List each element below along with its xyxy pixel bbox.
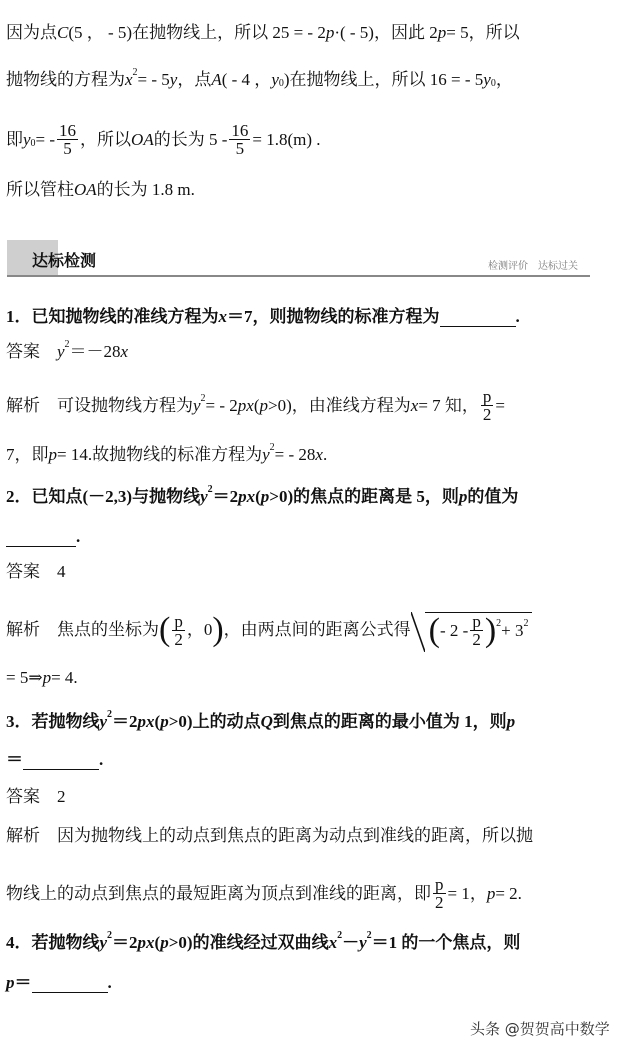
fraction-numerator: p bbox=[435, 875, 444, 894]
text-line bbox=[6, 178, 195, 202]
math-variable: p bbox=[6, 973, 15, 992]
text-run: ( bbox=[154, 712, 161, 731]
text-run: = 14.故抛物线的标准方程为 bbox=[57, 445, 263, 464]
superscript: 2 bbox=[200, 392, 206, 404]
text-run: 即 bbox=[6, 129, 23, 149]
text-run: ( bbox=[253, 395, 260, 415]
text-run: ＝2 bbox=[212, 487, 239, 506]
subscript: 0 bbox=[30, 137, 36, 149]
fraction-numerator: p bbox=[174, 611, 183, 631]
subscript: 0 bbox=[278, 78, 284, 89]
fraction-denominator: 2 bbox=[472, 630, 481, 649]
text-run: . bbox=[76, 527, 81, 546]
text-run: 的值为 bbox=[467, 487, 519, 506]
text-run: . bbox=[515, 307, 520, 326]
math-variable: OA bbox=[74, 180, 97, 199]
math-variable: p bbox=[160, 933, 169, 952]
math-variable: y bbox=[99, 933, 108, 952]
text-run: 4．若抛物线 bbox=[6, 933, 100, 952]
text-run: ，所以 bbox=[80, 129, 132, 149]
text-run: ·( - 5)，因此 2 bbox=[334, 23, 438, 42]
superscript: 2 bbox=[269, 442, 275, 453]
answer-blank bbox=[6, 528, 76, 547]
text-line bbox=[6, 485, 518, 509]
text-run: )在抛物线上，所以 16 = - 5 bbox=[283, 70, 484, 89]
text-line bbox=[6, 525, 80, 549]
math-variable: y bbox=[483, 70, 491, 89]
text-line bbox=[6, 971, 112, 995]
text-run: 答案 4 bbox=[6, 562, 66, 581]
math-variable: p bbox=[437, 23, 447, 42]
text-run: >0)上的动点 bbox=[168, 712, 261, 731]
math-variable: px bbox=[238, 487, 256, 506]
superscript: 2 bbox=[64, 339, 70, 350]
math-variable: y bbox=[193, 395, 201, 415]
text-run: = bbox=[495, 395, 505, 415]
text-run: 解析 可设抛物线方程为 bbox=[6, 395, 193, 415]
text-line bbox=[6, 785, 66, 809]
math-variable: C bbox=[57, 23, 69, 42]
text-line bbox=[6, 443, 327, 467]
math-variable: p bbox=[486, 883, 496, 903]
superscript: 2 bbox=[366, 930, 372, 941]
text-line bbox=[6, 666, 78, 690]
answer-blank bbox=[440, 308, 516, 327]
math-variable: y bbox=[262, 445, 270, 464]
text-run: = - 2 bbox=[205, 395, 238, 415]
text-run: = 2. bbox=[495, 883, 522, 903]
math-variable: px bbox=[237, 395, 254, 415]
text-line bbox=[6, 305, 520, 329]
square-root bbox=[425, 612, 533, 648]
math-variable: px bbox=[137, 712, 155, 731]
fraction-denominator: 5 bbox=[63, 139, 72, 158]
fraction bbox=[172, 613, 185, 648]
fraction bbox=[470, 613, 483, 648]
text-run: >0)的焦点的距离是 5，则 bbox=[269, 487, 459, 506]
section-header bbox=[7, 240, 590, 277]
fraction bbox=[57, 122, 78, 157]
text-run: 所以管柱 bbox=[6, 180, 74, 199]
math-variable: y bbox=[99, 712, 108, 731]
math-variable: x bbox=[120, 342, 129, 361]
text-run: . bbox=[99, 750, 104, 769]
text-run: ， bbox=[495, 70, 513, 89]
text-run: 到焦点的距离的最小值为 1，则 bbox=[272, 712, 507, 731]
text-line bbox=[6, 710, 515, 734]
superscript: 2 bbox=[496, 617, 502, 629]
text-run: ，0 bbox=[186, 620, 213, 639]
superscript: 2 bbox=[132, 67, 138, 78]
text-run: 抛物线的方程为 bbox=[6, 70, 125, 89]
subscript: 0 bbox=[490, 78, 496, 89]
superscript: 2 bbox=[107, 709, 113, 720]
fraction-denominator: 5 bbox=[235, 139, 245, 158]
text-run: 的长为 5 - bbox=[153, 129, 228, 149]
text-line bbox=[6, 824, 533, 848]
math-variable: p bbox=[506, 712, 516, 731]
parenthesis: ( bbox=[428, 611, 440, 649]
math-variable: OA bbox=[131, 129, 154, 149]
section-subtitle: 检测评价 达标过关 bbox=[488, 261, 578, 272]
answer-blank bbox=[23, 751, 99, 770]
text-run: ＝2 bbox=[112, 933, 138, 952]
text-line bbox=[6, 748, 103, 772]
text-run: 因为点 bbox=[6, 23, 57, 42]
text-run: >0)的准线经过双曲线 bbox=[168, 933, 329, 952]
math-variable: y bbox=[23, 129, 31, 149]
text-run: = - bbox=[35, 129, 56, 149]
math-variable: x bbox=[218, 307, 227, 326]
math-variable: y bbox=[359, 933, 367, 952]
math-variable: y bbox=[169, 70, 178, 89]
text-run: 2．已知点(－2,3)与抛物线 bbox=[6, 487, 201, 506]
watermark: 头条 @贺贺高中数学 bbox=[470, 1020, 610, 1038]
math-variable: y bbox=[200, 487, 208, 506]
text-run: ( bbox=[255, 487, 261, 506]
text-run: = - 28 bbox=[274, 445, 316, 464]
math-variable: Q bbox=[260, 712, 273, 731]
math-variable: p bbox=[458, 487, 468, 506]
text-line bbox=[6, 122, 321, 157]
text-line bbox=[6, 876, 522, 911]
math-variable: x bbox=[410, 395, 419, 415]
fraction-numerator: p bbox=[472, 612, 481, 631]
fraction bbox=[229, 122, 250, 157]
text-run: ＝ bbox=[6, 750, 23, 769]
text-run: ＝ bbox=[14, 973, 32, 992]
text-line bbox=[6, 931, 520, 955]
answer-blank bbox=[32, 974, 108, 993]
fraction-denominator: 2 bbox=[174, 629, 183, 649]
math-variable: p bbox=[48, 445, 57, 464]
text-run: － bbox=[342, 933, 360, 952]
text-run: 3．若抛物线 bbox=[6, 712, 100, 731]
fraction-denominator: 2 bbox=[435, 893, 444, 912]
text-line bbox=[6, 560, 66, 584]
math-variable: p bbox=[160, 712, 169, 731]
text-run: + 3 bbox=[501, 620, 524, 640]
text-run: 的长为 1.8 m. bbox=[96, 180, 195, 199]
text-run: 物线上的动点到焦点的最短距离为顶点到准线的距离，即 bbox=[6, 883, 431, 903]
text-run: = 5，所以 bbox=[446, 23, 520, 42]
text-run: = 4. bbox=[51, 668, 78, 687]
fraction bbox=[481, 388, 494, 423]
parenthesis: ) bbox=[484, 611, 497, 649]
text-line bbox=[6, 612, 532, 648]
text-line bbox=[6, 68, 513, 92]
math-variable: x bbox=[315, 445, 323, 464]
text-run: 答案 2 bbox=[6, 787, 66, 806]
fraction bbox=[433, 876, 446, 911]
math-variable: p bbox=[325, 23, 335, 42]
math-variable: px bbox=[137, 933, 155, 952]
text-run: 1．已知抛物线的准线方程为 bbox=[6, 307, 219, 326]
text-run: = 5⇒ bbox=[6, 668, 43, 687]
math-variable: A bbox=[211, 70, 222, 89]
math-variable: y bbox=[57, 342, 65, 361]
text-run: - 2 - bbox=[439, 620, 469, 640]
superscript: 2 bbox=[523, 617, 529, 629]
math-variable: y bbox=[271, 70, 279, 89]
parenthesis: ) bbox=[212, 611, 224, 648]
text-run: ＝1 的一个焦点，则 bbox=[371, 933, 521, 952]
superscript: 2 bbox=[207, 484, 213, 495]
text-run: 7，即 bbox=[6, 445, 49, 464]
math-variable: x bbox=[125, 70, 133, 89]
superscript: 2 bbox=[337, 930, 343, 941]
text-run: = - 5 bbox=[137, 70, 170, 89]
fraction-numerator: 16 bbox=[231, 121, 249, 140]
fraction-numerator: p bbox=[482, 387, 492, 406]
text-run: ＝－28 bbox=[69, 342, 121, 361]
text-line bbox=[6, 388, 505, 423]
text-run: ，点 bbox=[177, 70, 212, 89]
text-run: (5 ， - 5)在抛物线上，所以 25 = - 2 bbox=[68, 23, 326, 42]
text-run: ＝7，则抛物线的标准方程为 bbox=[227, 307, 440, 326]
math-variable: p bbox=[259, 395, 269, 415]
text-run: = 7 知， bbox=[418, 395, 479, 415]
math-variable: x bbox=[328, 933, 338, 952]
fraction-denominator: 2 bbox=[482, 405, 492, 424]
text-run: . bbox=[322, 445, 328, 464]
text-run: = 1， bbox=[447, 883, 487, 903]
math-variable: p bbox=[260, 487, 270, 506]
text-run: 解析 焦点的坐标为 bbox=[6, 620, 159, 639]
text-line bbox=[6, 21, 520, 45]
text-run: ( - 4 ， bbox=[221, 70, 272, 89]
math-variable: p bbox=[42, 668, 52, 687]
text-run: ＝2 bbox=[112, 712, 138, 731]
text-run: 答案 bbox=[6, 342, 57, 361]
text-line bbox=[6, 340, 128, 364]
text-run: . bbox=[107, 973, 112, 992]
text-run: >0)，由准线方程为 bbox=[268, 395, 411, 415]
text-run: ( bbox=[154, 933, 161, 952]
text-run: = 1.8(m) . bbox=[252, 129, 321, 149]
section-title: 达标检测 bbox=[32, 251, 97, 270]
parenthesis: ( bbox=[159, 611, 171, 648]
fraction-numerator: 16 bbox=[59, 121, 77, 140]
superscript: 2 bbox=[107, 930, 113, 941]
text-run: ，由两点间的距离公式得 bbox=[223, 620, 411, 639]
text-run: 解析 因为抛物线上的动点到焦点的距离为动点到准线的距离，所以抛 bbox=[6, 826, 533, 845]
